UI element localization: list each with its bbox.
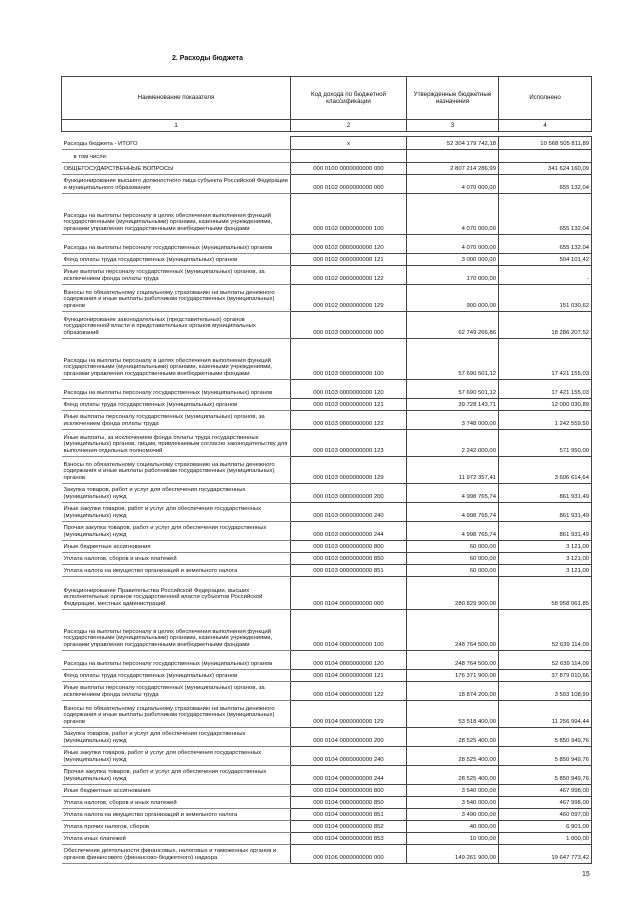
row-code: 000 0103 0000000000 000 bbox=[291, 312, 407, 339]
row-executed: 3 121,00 bbox=[499, 553, 592, 565]
row-name: Закупка товаров, работ и услуг для обеспечения государственных (муниципальных) нужд bbox=[62, 728, 291, 747]
row-executed: 341 624 160,09 bbox=[499, 163, 592, 175]
row-approved: 52 304 179 742,18 bbox=[407, 137, 499, 150]
row-executed: 52 639 114,09 bbox=[499, 610, 592, 651]
row-code: 000 0104 0000000000 129 bbox=[291, 701, 407, 728]
table-row bbox=[62, 339, 592, 380]
table-row bbox=[62, 845, 592, 864]
row-code: 000 0104 0000000000 122 bbox=[291, 682, 407, 701]
row-approved: 60 000,00 bbox=[407, 565, 499, 577]
row-code: 000 0102 0000000000 000 bbox=[291, 175, 407, 194]
row-executed: 151 030,62 bbox=[499, 285, 592, 312]
row-name: Иные выплаты персоналу государственных (муниципальных) органов, за исключением фонда оплаты труда bbox=[62, 411, 291, 430]
row-name: Уплата иных платежей bbox=[62, 833, 291, 845]
row-approved: 176 371 900,00 bbox=[407, 670, 499, 682]
header-classification-code: Код дохода по бюджетной классификации bbox=[291, 77, 407, 120]
row-executed: 861 931,49 bbox=[499, 503, 592, 522]
table-header-row bbox=[62, 77, 592, 120]
row-approved: 3 748 000,00 bbox=[407, 411, 499, 430]
row-executed: 504 101,42 bbox=[499, 254, 592, 266]
row-code: 000 0103 0000000000 123 bbox=[291, 430, 407, 457]
row-code: 000 0102 0000000000 121 bbox=[291, 254, 407, 266]
row-executed: 11 256 994,44 bbox=[499, 701, 592, 728]
row-name: Взносы по обязательному социальному страхованию на выплаты денежного содержания и иные выплаты работникам государственных (муниципальных) органов bbox=[62, 285, 291, 312]
row-executed: 1 242 559,50 bbox=[499, 411, 592, 430]
row-name: Функционирование Правительства Российской Федерации, высших исполнительных органов государственной власти субъектов Российской Федерации, местных администраций bbox=[62, 577, 291, 610]
row-executed: 3 121,00 bbox=[499, 541, 592, 553]
row-code: 000 0104 0000000000 240 bbox=[291, 747, 407, 766]
row-name: Фонд оплаты труда государственных (муниципальных) органов bbox=[62, 254, 291, 266]
row-code: 000 0103 0000000000 120 bbox=[291, 380, 407, 399]
table-row bbox=[62, 254, 592, 266]
row-executed: 5 850 949,76 bbox=[499, 766, 592, 785]
row-name: Иные выплаты персоналу государственных (муниципальных) органов, за исключением фонда оплаты труда bbox=[62, 266, 291, 285]
row-approved: 28 525 400,00 bbox=[407, 747, 499, 766]
row-name: Расходы на выплаты персоналу в целях обеспечения выполнения функций государственными (муниципальными) органами, казенными учреждениями, органами управления государственными внебюджетными фондами bbox=[62, 339, 291, 380]
row-executed: 3 121,00 bbox=[499, 565, 592, 577]
row-code: 000 0102 0000000000 120 bbox=[291, 235, 407, 254]
row-approved bbox=[407, 150, 499, 163]
row-executed: 467 998,00 bbox=[499, 797, 592, 809]
table-row bbox=[62, 194, 592, 235]
row-approved: 62 749 266,86 bbox=[407, 312, 499, 339]
row-name: Расходы на выплаты персоналу государственных (муниципальных) органов bbox=[62, 651, 291, 670]
row-code: 000 0103 0000000000 100 bbox=[291, 339, 407, 380]
row-code: 000 0103 0000000000 244 bbox=[291, 522, 407, 541]
table-row bbox=[62, 457, 592, 484]
row-executed: 655 132,04 bbox=[499, 194, 592, 235]
row-code: 000 0104 0000000000 200 bbox=[291, 728, 407, 747]
row-code: 000 0104 0000000000 121 bbox=[291, 670, 407, 682]
row-code: 000 0103 0000000000 851 bbox=[291, 565, 407, 577]
row-approved: 900 000,00 bbox=[407, 285, 499, 312]
row-approved: 248 764 500,00 bbox=[407, 610, 499, 651]
table-row bbox=[62, 747, 592, 766]
row-name: Иные бюджетные ассигнования bbox=[62, 785, 291, 797]
row-code: 000 0104 0000000000 852 bbox=[291, 821, 407, 833]
row-approved: 170 000,00 bbox=[407, 266, 499, 285]
row-code: 000 0103 0000000000 240 bbox=[291, 503, 407, 522]
row-approved: 28 525 400,00 bbox=[407, 728, 499, 747]
table-row bbox=[62, 541, 592, 553]
row-name: в том числе: bbox=[62, 150, 291, 163]
table-row bbox=[62, 785, 592, 797]
row-approved: 57 690 501,12 bbox=[407, 339, 499, 380]
row-name: Расходы на выплаты персоналу государственных (муниципальных) органов bbox=[62, 235, 291, 254]
row-name: Уплата налогов, сборов и иных платежей bbox=[62, 553, 291, 565]
table-row bbox=[62, 553, 592, 565]
column-number: 3 bbox=[407, 120, 499, 132]
row-executed: 17 421 155,03 bbox=[499, 339, 592, 380]
row-executed: - bbox=[499, 266, 592, 285]
table-row bbox=[62, 175, 592, 194]
row-name: Функционирование законодательных (представительных) органов государственной власти и представительных органов муниципальных образований bbox=[62, 312, 291, 339]
row-name: Иные выплаты персоналу государственных (муниципальных) органов, за исключением фонда оплаты труда bbox=[62, 682, 291, 701]
table-row bbox=[62, 682, 592, 701]
row-name: Функционирование высшего должностного лица субъекта Российской Федерации и муниципального образования bbox=[62, 175, 291, 194]
row-name: Прочая закупка товаров, работ и услуг для обеспечения государственных (муниципальных) нужд bbox=[62, 522, 291, 541]
row-executed: 58 958 061,85 bbox=[499, 577, 592, 610]
table-row bbox=[62, 821, 592, 833]
table-row bbox=[62, 503, 592, 522]
header-executed: Исполнено bbox=[499, 77, 592, 120]
table-row bbox=[62, 522, 592, 541]
table-row bbox=[62, 285, 592, 312]
row-approved: 53 518 400,00 bbox=[407, 701, 499, 728]
row-code: 000 0104 0000000000 850 bbox=[291, 797, 407, 809]
row-name: Уплата налогов, сборов и иных платежей bbox=[62, 797, 291, 809]
row-approved: 4 998 765,74 bbox=[407, 503, 499, 522]
row-executed: 3 503 108,99 bbox=[499, 682, 592, 701]
row-name: Уплата налога на имущество организаций и земельного налога bbox=[62, 565, 291, 577]
row-approved: 4 070 000,00 bbox=[407, 194, 499, 235]
row-executed: 861 931,49 bbox=[499, 522, 592, 541]
table-row bbox=[62, 312, 592, 339]
column-number: 4 bbox=[499, 120, 592, 132]
row-executed: 5 850 949,76 bbox=[499, 728, 592, 747]
column-number-row bbox=[62, 120, 592, 132]
expenditure-table bbox=[61, 76, 592, 864]
row-name: Фонд оплаты труда государственных (муниципальных) органов bbox=[62, 670, 291, 682]
row-approved: 3 000 000,00 bbox=[407, 254, 499, 266]
row-code: 000 0104 0000000000 244 bbox=[291, 766, 407, 785]
row-code: 000 0104 0000000000 100 bbox=[291, 610, 407, 651]
row-executed: 571 950,00 bbox=[499, 430, 592, 457]
row-code: 000 0103 0000000000 200 bbox=[291, 484, 407, 503]
row-name: Фонд оплаты труда государственных (муниципальных) органов bbox=[62, 399, 291, 411]
table-row bbox=[62, 766, 592, 785]
row-executed: 19 647 773,42 bbox=[499, 845, 592, 864]
row-approved: 4 998 765,74 bbox=[407, 522, 499, 541]
table-row bbox=[62, 809, 592, 821]
row-executed: 17 421 155,03 bbox=[499, 380, 592, 399]
row-name: Иные выплаты, за исключением фонда оплаты труда государственных (муниципальных) органов, лицам, привлекаемым согласно законодательству для выполнения отдельных полномочий bbox=[62, 430, 291, 457]
row-approved: 3 540 000,00 bbox=[407, 785, 499, 797]
table-row bbox=[62, 150, 592, 163]
row-approved: 280 829 900,00 bbox=[407, 577, 499, 610]
table-row bbox=[62, 728, 592, 747]
row-name: Расходы на выплаты персоналу в целях обеспечения выполнения функций государственными (муниципальными) органами, казенными учреждениями, органами управления государственными внебюджетными фондами bbox=[62, 610, 291, 651]
row-executed: 5 850 949,76 bbox=[499, 747, 592, 766]
row-approved: 4 070 000,00 bbox=[407, 235, 499, 254]
table-row bbox=[62, 651, 592, 670]
row-approved: 3 490 000,00 bbox=[407, 809, 499, 821]
row-name: Иные бюджетные ассигнования bbox=[62, 541, 291, 553]
row-approved: 10 000,00 bbox=[407, 833, 499, 845]
row-executed: 12 000 030,89 bbox=[499, 399, 592, 411]
row-code: 000 0100 0000000000 000 bbox=[291, 163, 407, 175]
row-code: 000 0104 0000000000 851 bbox=[291, 809, 407, 821]
row-approved: 11 972 357,41 bbox=[407, 457, 499, 484]
row-approved: 3 540 000,00 bbox=[407, 797, 499, 809]
row-name: Иные закупки товаров, работ и услуг для обеспечения государственных (муниципальных) нужд bbox=[62, 747, 291, 766]
table-row bbox=[62, 137, 592, 150]
table-row bbox=[62, 565, 592, 577]
table-row bbox=[62, 430, 592, 457]
row-code: 000 0103 0000000000 800 bbox=[291, 541, 407, 553]
table-row bbox=[62, 484, 592, 503]
table-row bbox=[62, 411, 592, 430]
row-approved: 2 807 214 286,99 bbox=[407, 163, 499, 175]
row-code: 000 0103 0000000000 129 bbox=[291, 457, 407, 484]
row-approved: 149 261 900,00 bbox=[407, 845, 499, 864]
column-number: 2 bbox=[291, 120, 407, 132]
row-code: 000 0104 0000000000 000 bbox=[291, 577, 407, 610]
row-executed: 1 000,00 bbox=[499, 833, 592, 845]
row-name: Прочая закупка товаров, работ и услуг для обеспечения государственных (муниципальных) нужд bbox=[62, 766, 291, 785]
table-body bbox=[62, 137, 592, 864]
row-executed: 18 286 207,52 bbox=[499, 312, 592, 339]
row-name: Уплата прочих налогов, сборов bbox=[62, 821, 291, 833]
row-approved: 28 525 400,00 bbox=[407, 766, 499, 785]
table-row bbox=[62, 577, 592, 610]
row-code: 000 0102 0000000000 100 bbox=[291, 194, 407, 235]
row-name: Расходы на выплаты персоналу в целях обеспечения выполнения функций государственными (муниципальными) органами, казенными учреждениями, органами управления государственными внебюджетными фондами bbox=[62, 194, 291, 235]
row-approved: 39 728 143,71 bbox=[407, 399, 499, 411]
row-executed: 6 901,00 bbox=[499, 821, 592, 833]
row-approved: 60 000,00 bbox=[407, 541, 499, 553]
row-name: Уплата налога на имущество организаций и земельного налога bbox=[62, 809, 291, 821]
row-code: 000 0102 0000000000 129 bbox=[291, 285, 407, 312]
table-row bbox=[62, 380, 592, 399]
row-executed: 861 931,49 bbox=[499, 484, 592, 503]
row-code: 000 0104 0000000000 800 bbox=[291, 785, 407, 797]
row-name: Взносы по обязательному социальному страхованию на выплаты денежного содержания и иные выплаты работникам государственных (муниципальных) органов bbox=[62, 701, 291, 728]
column-number: 1 bbox=[62, 120, 291, 132]
row-executed: 37 879 010,66 bbox=[499, 670, 592, 682]
row-name: Обеспечение деятельности финансовых, налоговых и таможенных органов и органов финансового (финансово-бюджетного) надзора bbox=[62, 845, 291, 864]
row-name: Расходы на выплаты персоналу государственных (муниципальных) органов bbox=[62, 380, 291, 399]
table-row bbox=[62, 670, 592, 682]
row-executed: 655 132,04 bbox=[499, 235, 592, 254]
row-code: 000 0102 0000000000 122 bbox=[291, 266, 407, 285]
table-row bbox=[62, 701, 592, 728]
row-executed: 52 639 114,09 bbox=[499, 651, 592, 670]
row-approved: 40 000,00 bbox=[407, 821, 499, 833]
row-executed: 3 606 614,64 bbox=[499, 457, 592, 484]
row-executed: 10 568 505 811,89 bbox=[499, 137, 592, 150]
row-code: 000 0104 0000000000 853 bbox=[291, 833, 407, 845]
row-approved: 2 242 000,00 bbox=[407, 430, 499, 457]
row-executed: 467 998,00 bbox=[499, 785, 592, 797]
table-row bbox=[62, 235, 592, 254]
table-row bbox=[62, 163, 592, 175]
table-row bbox=[62, 399, 592, 411]
page-number: 15 bbox=[582, 871, 590, 878]
row-name: Взносы по обязательному социальному страхованию на выплаты денежного содержания и иные выплаты работникам государственных (муниципальных) органов bbox=[62, 457, 291, 484]
header-approved: Утвержденные бюджетные назначения bbox=[407, 77, 499, 120]
row-code: 000 0103 0000000000 850 bbox=[291, 553, 407, 565]
section-title: 2. Расходы бюджета bbox=[172, 55, 243, 62]
row-approved: 18 874 200,00 bbox=[407, 682, 499, 701]
table-row bbox=[62, 833, 592, 845]
row-approved: 4 998 765,74 bbox=[407, 484, 499, 503]
row-code: 000 0104 0000000000 120 bbox=[291, 651, 407, 670]
row-approved: 60 000,00 bbox=[407, 553, 499, 565]
row-approved: 248 764 500,00 bbox=[407, 651, 499, 670]
row-approved: 4 070 000,00 bbox=[407, 175, 499, 194]
row-code: x bbox=[291, 137, 407, 150]
table-row bbox=[62, 610, 592, 651]
table-row bbox=[62, 266, 592, 285]
row-code: 000 0103 0000000000 121 bbox=[291, 399, 407, 411]
row-name: Расходы бюджета - ИТОГО bbox=[62, 137, 291, 150]
row-code: 000 0103 0000000000 122 bbox=[291, 411, 407, 430]
row-code: 000 0106 0000000000 000 bbox=[291, 845, 407, 864]
row-name: Иные закупки товаров, работ и услуг для обеспечения государственных (муниципальных) нужд bbox=[62, 503, 291, 522]
table-row bbox=[62, 797, 592, 809]
row-name: Закупка товаров, работ и услуг для обеспечения государственных (муниципальных) нужд bbox=[62, 484, 291, 503]
row-name: ОБЩЕГОСУДАРСТВЕННЫЕ ВОПРОСЫ bbox=[62, 163, 291, 175]
row-executed bbox=[499, 150, 592, 163]
row-executed: 460 097,00 bbox=[499, 809, 592, 821]
header-indicator-name: Наименование показателя bbox=[62, 77, 291, 120]
row-code bbox=[291, 150, 407, 163]
row-executed: 655 132,04 bbox=[499, 175, 592, 194]
row-approved: 57 690 501,12 bbox=[407, 380, 499, 399]
